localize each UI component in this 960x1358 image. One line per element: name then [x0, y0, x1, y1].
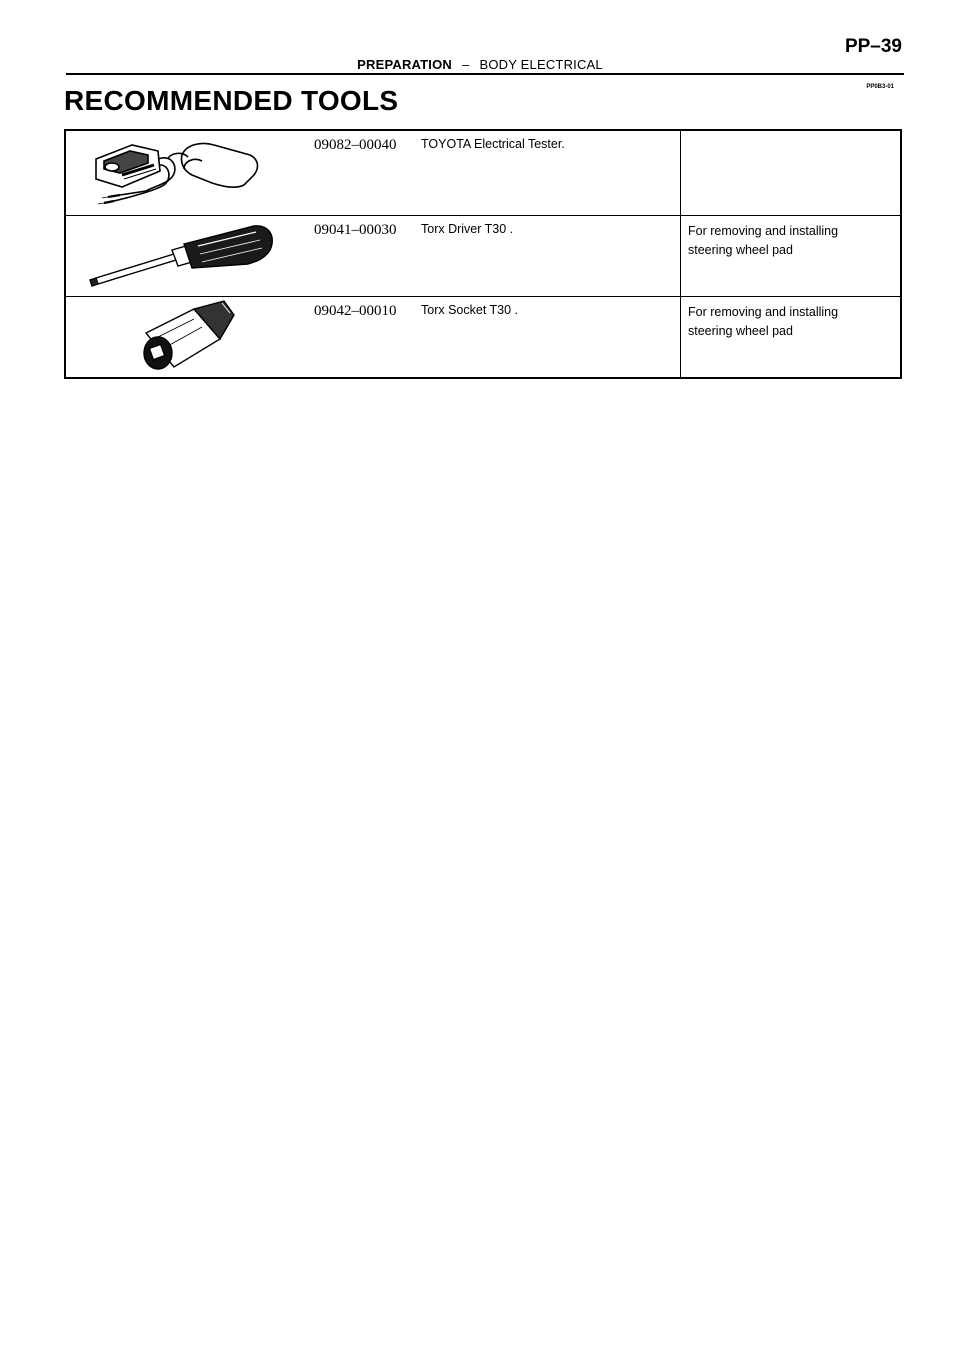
running-header-separator: – [462, 57, 470, 72]
part-number: 09082–00040 [314, 137, 397, 153]
tool-name: TOYOTA Electrical Tester. [421, 137, 565, 151]
document-code: PP0B3-01 [866, 84, 894, 90]
tool-usage-line: For removing and installing [688, 305, 839, 319]
tool-name: Torx Socket T30 . [421, 303, 519, 317]
tools-table [64, 129, 902, 379]
running-header [0, 57, 960, 72]
tool-row [66, 216, 900, 297]
header-rule [66, 73, 904, 75]
torx-driver-icon [74, 216, 294, 296]
tool-usage [688, 222, 888, 260]
tool-row [66, 131, 900, 216]
tool-name: Torx Driver T30 . [421, 222, 514, 236]
electrical-tester-icon [74, 131, 294, 215]
torx-socket-icon [74, 297, 294, 377]
part-number: 09041–00030 [314, 222, 397, 238]
tool-usage [688, 303, 888, 341]
running-header-subsection: BODY ELECTRICAL [479, 57, 603, 72]
tool-usage-line: steering wheel pad [688, 324, 793, 338]
tool-row [66, 297, 900, 377]
section-title: RECOMMENDED TOOLS [64, 85, 399, 116]
part-number: 09042–00010 [314, 303, 397, 319]
running-header-section: PREPARATION [357, 57, 453, 72]
page-number: PP–39 [844, 36, 902, 57]
tool-usage-line: For removing and installing [688, 224, 839, 238]
tool-usage-line: steering wheel pad [688, 243, 793, 257]
